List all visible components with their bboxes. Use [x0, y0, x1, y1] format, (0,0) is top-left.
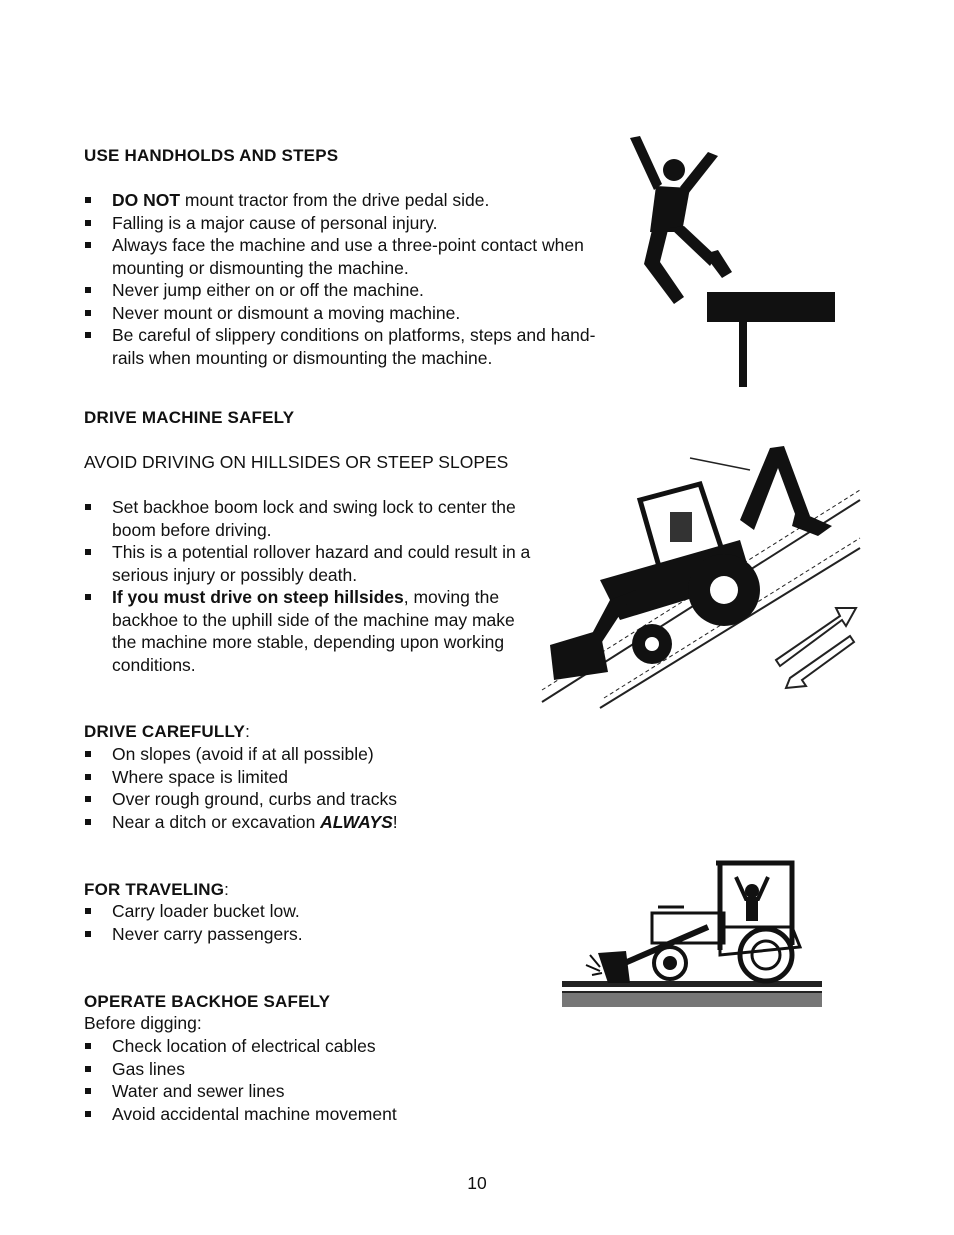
section-heading-backhoe: OPERATE BACKHOE SAFELY: [84, 992, 331, 1011]
list-item: Never carry passengers.: [84, 923, 484, 946]
list-item: Set backhoe boom lock and swing lock to center the boom before driving.: [84, 496, 536, 541]
list-item: Be careful of slippery conditions on platforms, steps and hand-rails when mounting or dismounting the machine.: [84, 324, 624, 369]
list-item: On slopes (avoid if at all possible): [84, 743, 544, 766]
backhoe-on-slope-icon: [540, 440, 862, 715]
drive-safely-list: [84, 496, 536, 676]
page-number: 10: [467, 1173, 487, 1193]
list-item: Always face the machine and use a three-point contact when mounting or dismounting the machine.: [84, 234, 624, 279]
person-jumping-icon: [622, 132, 838, 392]
backhoe-list: [84, 1035, 484, 1125]
handholds-list: [84, 189, 624, 369]
section-heading-traveling: FOR TRAVELING:: [84, 880, 230, 899]
list-item: Never jump either on or off the machine.: [84, 279, 624, 302]
list-item: Gas lines: [84, 1058, 484, 1081]
list-item: Near a ditch or excavation ALWAYS!: [84, 811, 544, 834]
list-item: Check location of electrical cables: [84, 1035, 484, 1058]
list-item: Where space is limited: [84, 766, 544, 789]
list-item: Never mount or dismount a moving machine.: [84, 302, 624, 325]
section-heading-handholds: USE HANDHOLDS AND STEPS: [84, 146, 339, 165]
section-heading-drive-carefully: DRIVE CAREFULLY:: [84, 722, 250, 741]
tractor-passengers-icon: [560, 855, 824, 1015]
list-item: Falling is a major cause of personal injury.: [84, 212, 624, 235]
list-item: If you must drive on steep hillsides, moving the backhoe to the uphill side of the machine may make the machine more stable, depending upon working conditions.: [84, 586, 536, 676]
list-item: Carry loader bucket low.: [84, 900, 484, 923]
before-digging-label: Before digging:: [84, 1013, 202, 1033]
subheading-hillsides: AVOID DRIVING ON HILLSIDES OR STEEP SLOPES: [84, 452, 509, 472]
traveling-list: [84, 900, 484, 945]
list-item: Over rough ground, curbs and tracks: [84, 788, 544, 811]
list-item: DO NOT mount tractor from the drive pedal side.: [84, 189, 624, 212]
list-item: This is a potential rollover hazard and could result in a serious injury or possibly death.: [84, 541, 536, 586]
section-heading-drive-safely: DRIVE MACHINE SAFELY: [84, 408, 295, 427]
drive-carefully-list: [84, 743, 544, 833]
list-item: Water and sewer lines: [84, 1080, 484, 1103]
list-item: Avoid accidental machine movement: [84, 1103, 484, 1126]
